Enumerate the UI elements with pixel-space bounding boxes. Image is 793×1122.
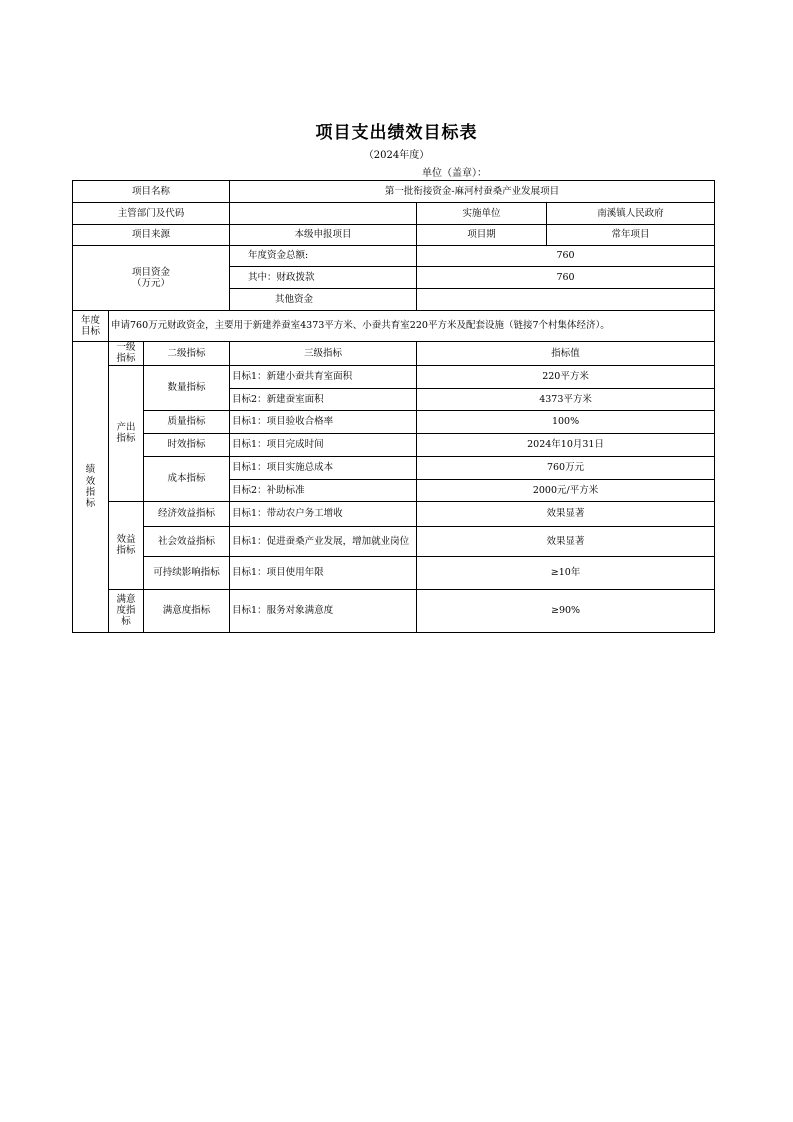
header-level2: 二级指标 <box>144 342 230 366</box>
quality-1-target: 目标1：项目验收合格率 <box>230 410 417 433</box>
project-name-value: 第一批衔接资金-麻河村蚕桑产业发展项目 <box>230 181 715 203</box>
row-annual-funds <box>73 246 715 267</box>
satisfaction-label: 满意度指标 <box>144 589 230 632</box>
timeliness-1-target: 目标1：项目完成时间 <box>230 433 417 456</box>
project-name-label: 项目名称 <box>73 181 230 203</box>
row-quality <box>73 410 715 433</box>
output-label-line2: 指标 <box>116 433 136 445</box>
satisfaction-group-label <box>109 589 144 632</box>
header-level1-line2: 指标 <box>116 353 136 365</box>
goal-label <box>73 311 109 342</box>
cost-2-value: 2000元/平方米 <box>417 479 715 501</box>
perf-side-char: 绩 <box>85 464 96 476</box>
cost-2-target: 目标2：补助标准 <box>230 479 417 501</box>
economic-1-target: 目标1：带动农户务工增收 <box>230 501 417 526</box>
output-label-line1: 产出 <box>116 421 136 433</box>
row-dept <box>73 203 715 225</box>
dept-label: 主管部门及代码 <box>73 203 230 225</box>
row-cost-1 <box>73 456 715 479</box>
source-label: 项目来源 <box>73 225 230 246</box>
cost-label: 成本指标 <box>144 456 230 501</box>
goal-text: 申请760万元财政资金，主要用于新建养蚕室4373平方米、小蚕共育室220平方米及配套设施（链接7个村集体经济）。 <box>109 311 715 342</box>
period-value: 常年项目 <box>547 225 715 246</box>
fiscal-value: 760 <box>417 267 715 289</box>
row-economic <box>73 501 715 526</box>
row-timeliness <box>73 433 715 456</box>
perf-side-label <box>73 342 109 633</box>
satisfaction-label-line1: 满意 <box>116 593 136 605</box>
sustain-1-target: 目标1：项目使用年限 <box>230 556 417 589</box>
unit-stamp-label: 单位（盖章）： <box>422 168 487 179</box>
source-value: 本级申报项目 <box>230 225 417 246</box>
row-sustain <box>73 556 715 589</box>
annual-total-value: 760 <box>417 246 715 267</box>
social-1-value: 效果显著 <box>417 526 715 556</box>
dept-value <box>230 203 417 225</box>
row-satisfaction <box>73 589 715 632</box>
period-label: 项目期 <box>417 225 547 246</box>
timeliness-1-value: 2024年10月31日 <box>417 433 715 456</box>
other-funds-value <box>417 289 715 311</box>
page-title: 项目支出绩效目标表 <box>315 123 478 143</box>
impl-value: 南溪镇人民政府 <box>547 203 715 225</box>
row-source <box>73 225 715 246</box>
funds-label-line1: 项目资金 <box>132 266 171 278</box>
cost-1-target: 目标1：项目实施总成本 <box>230 456 417 479</box>
perf-side-char: 效 <box>85 475 96 487</box>
quantity-label: 数量指标 <box>144 365 230 410</box>
quantity-2-value: 4373平方米 <box>417 388 715 410</box>
header-level3: 三级指标 <box>230 342 417 366</box>
quantity-2-target: 目标2：新建蚕室面积 <box>230 388 417 410</box>
row-social <box>73 526 715 556</box>
row-project-name <box>73 181 715 203</box>
social-label: 社会效益指标 <box>144 526 230 556</box>
row-annual-goal <box>73 311 715 342</box>
quantity-1-target: 目标1：新建小蚕共育室面积 <box>230 365 417 388</box>
header-value: 指标值 <box>417 342 715 366</box>
cost-1-value: 760万元 <box>417 456 715 479</box>
economic-1-value: 效果显著 <box>417 501 715 526</box>
fiscal-label: 其中：财政拨款 <box>230 267 417 289</box>
goal-label-line2: 目标 <box>80 326 100 337</box>
sustain-1-value: ≥10年 <box>417 556 715 589</box>
sustain-label: 可持续影响指标 <box>144 556 230 589</box>
quantity-1-value: 220平方米 <box>417 365 715 388</box>
satisfaction-label-line3: 标 <box>121 616 131 628</box>
funds-label-line2: （万元） <box>132 278 171 289</box>
annual-total-label: 年度资金总额: <box>230 246 417 267</box>
year-label: （2024年度） <box>363 150 430 161</box>
perf-side-char: 指 <box>85 486 96 498</box>
performance-goal-table <box>72 180 715 633</box>
satisfaction-label-line2: 度指 <box>116 605 136 617</box>
social-1-target: 目标1：促进蚕桑产业发展，增加就业岗位 <box>230 526 417 556</box>
goal-label-line1: 年度 <box>80 314 100 326</box>
output-label <box>109 365 144 501</box>
benefit-label-line2: 指标 <box>116 545 136 557</box>
quality-1-value: 100% <box>417 410 715 433</box>
header-level1-line1: 一级 <box>116 342 136 353</box>
header-level1 <box>109 342 144 366</box>
economic-label: 经济效益指标 <box>144 501 230 526</box>
satisfaction-1-target: 目标1：服务对象满意度 <box>230 589 417 632</box>
satisfaction-1-value: ≥90% <box>417 589 715 632</box>
benefit-label <box>109 501 144 589</box>
perf-side-char: 标 <box>85 498 96 510</box>
other-funds-label: 其他资金 <box>230 289 417 311</box>
benefit-label-line1: 效益 <box>116 533 136 545</box>
row-quantity-1 <box>73 365 715 388</box>
timeliness-label: 时效指标 <box>144 433 230 456</box>
impl-label: 实施单位 <box>417 203 547 225</box>
funds-label <box>73 246 230 311</box>
quality-label: 质量指标 <box>144 410 230 433</box>
row-perf-header <box>73 342 715 366</box>
